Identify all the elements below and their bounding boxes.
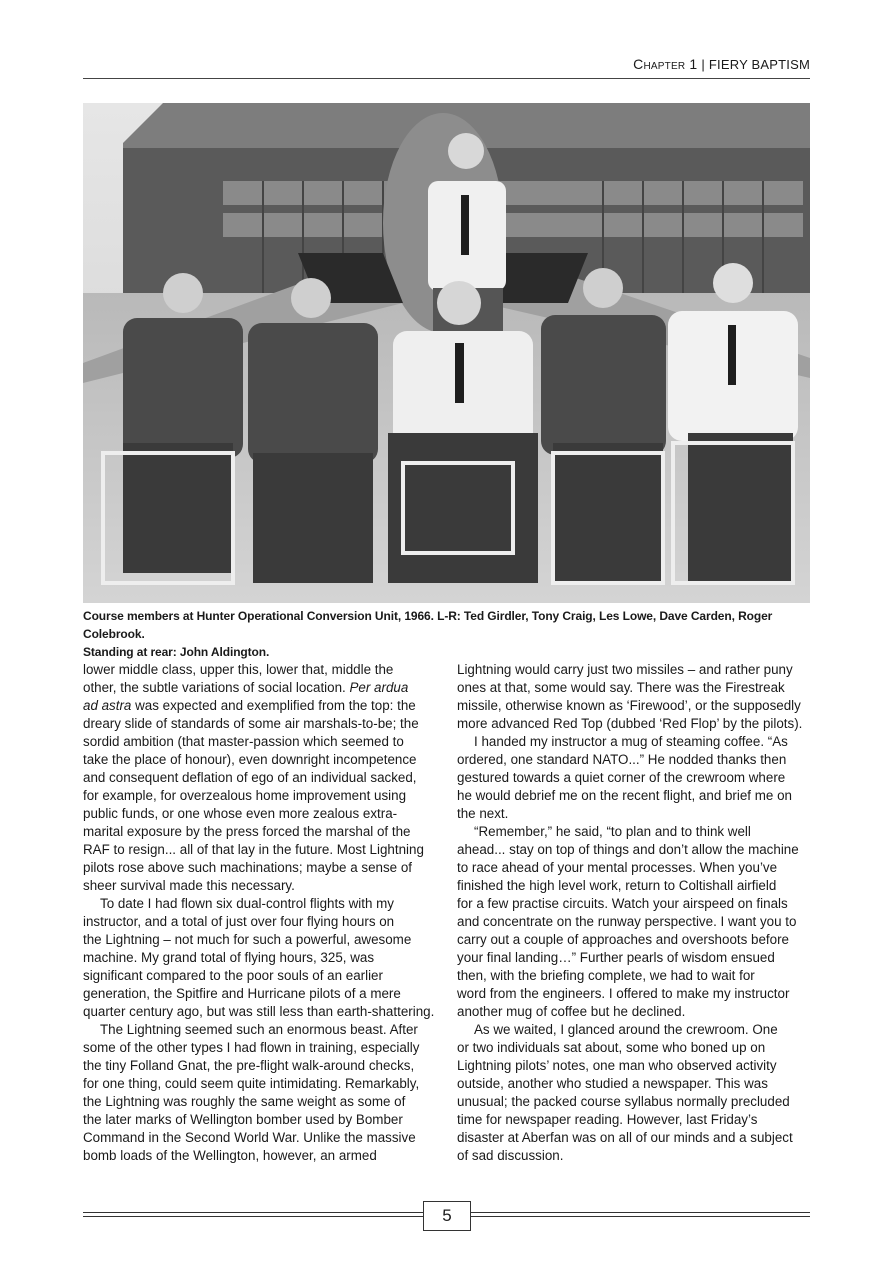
text-line: more advanced Red Top (dubbed ‘Red Flop’ by the pilots).	[457, 716, 803, 731]
text-line: unusual; the packed course syllabus normally precluded	[457, 1094, 790, 1109]
text-line: Lightning pilots’ notes, one man who observed activity	[457, 1058, 777, 1073]
header-separator: |	[701, 57, 705, 72]
text-line: carry out a couple of approaches and overshoots before	[457, 932, 790, 947]
text-line: machine. My grand total of flying hours, 325, was	[83, 950, 375, 965]
photo-caption	[83, 607, 813, 661]
text-line: Command in the Second World War. Unlike the massive	[83, 1130, 416, 1145]
text-line: quarter century ago, but was still less than earth-shattering.	[83, 1004, 435, 1019]
text-line: time for newspaper reading. However, last Friday’s	[457, 1112, 758, 1127]
text-line: take the place of honour), even downright incompetence	[83, 752, 417, 767]
text-line: word from the engineers. I offered to make my instructor	[457, 986, 790, 1001]
text-line: some of the other types I had flown in training, especially	[83, 1040, 420, 1055]
text-line: finished the high level work, return to Coltishall airfield	[457, 878, 777, 893]
text-line: I handed my instructor a mug of steaming coffee. “As	[474, 734, 788, 749]
page-number: 5	[423, 1201, 471, 1231]
footer-rule-right-2	[470, 1216, 810, 1217]
chapter-title: FIERY BAPTISM	[708, 57, 810, 72]
text-line: the later marks of Wellington bomber used by Bomber	[83, 1112, 403, 1127]
footer-rule-right	[470, 1212, 810, 1213]
text-line: gestured towards a quiet corner of the crewroom where	[457, 770, 786, 785]
text-line: The Lightning seemed such an enormous beast. After	[100, 1022, 418, 1037]
text-line: ones at that, some would say. There was the Firestreak	[457, 680, 785, 695]
caption-line-2: Standing at rear: John Aldington.	[83, 645, 270, 659]
text-line: he would debrief me on the recent flight, and brief me on	[457, 788, 792, 803]
text-line: the next.	[457, 806, 509, 821]
text-line: and consequent deflation of ego of an individual sacked,	[83, 770, 417, 785]
text-line: other, the subtle variations of social location. Per ardua	[83, 680, 409, 695]
text-line: disaster at Aberfan was on all of our minds and a subject	[457, 1130, 793, 1145]
text-line: “Remember,” he said, “to plan and to think well	[474, 824, 751, 839]
text-line: RAF to resign... all of that lay in the future. Most Lightning	[83, 842, 424, 857]
text-line: another mug of coffee but he declined.	[457, 1004, 686, 1019]
text-line: ad astra was expected and exemplified from the top: the	[83, 698, 416, 713]
text-line: dreary slide of standards of some air marshals-to-be; the	[83, 716, 419, 731]
text-line: public funds, or one whose even more zealous extra-	[83, 806, 398, 821]
text-line: lower middle class, upper this, lower that, middle the	[83, 662, 394, 677]
footer-rule-left	[83, 1212, 423, 1213]
text-line: ordered, one standard NATO...” He nodded thanks then	[457, 752, 787, 767]
right-text-column	[457, 661, 813, 1165]
text-line: As we waited, I glanced around the crewroom. One	[474, 1022, 778, 1037]
text-line: the Lightning – not much for such a powerful, awesome	[83, 932, 412, 947]
text-line: for example, for overzealous home improvement using	[83, 788, 407, 803]
text-line: for one thing, could seem quite intimidating. Remarkably,	[83, 1076, 420, 1091]
text-line: To date I had flown six dual-control flights with my	[100, 896, 394, 911]
text-line: Lightning would carry just two missiles – and rather puny	[457, 662, 793, 677]
text-line: to race ahead of your mental processes. When you’ve	[457, 860, 778, 875]
text-line: your final landing…” Further pearls of wisdom ensued	[457, 950, 775, 965]
footer-rule-left-2	[83, 1216, 423, 1217]
caption-line-1: Course members at Hunter Operational Conversion Unit, 1966. L-R: Ted Girdler, Tony Craig, Les Lowe, Dave Carden, Roger Colebrook.	[83, 609, 773, 641]
text-line: or two individuals sat about, some who boned up on	[457, 1040, 766, 1055]
text-line: of sad discussion.	[457, 1148, 564, 1163]
chapter-number: Chapter 1	[633, 56, 698, 72]
text-line: marital exposure by the press forced the marshal of the	[83, 824, 411, 839]
text-line: generation, the Spitfire and Hurricane pilots of a mere	[83, 986, 401, 1001]
text-line: for a few practise circuits. Watch your airspeed on finals	[457, 896, 788, 911]
text-line: then, with the briefing complete, we had to wait for	[457, 968, 755, 983]
group-photo	[83, 103, 810, 603]
text-line: pilots rose above such machinations; maybe a sense of	[83, 860, 412, 875]
text-line: missile, otherwise known as ‘Firewood’, or the supposedly	[457, 698, 801, 713]
header-rule	[83, 78, 810, 79]
text-line: instructor, and a total of just over four flying hours on	[83, 914, 395, 929]
text-line: and concentrate on the runway perspective. I want you to	[457, 914, 797, 929]
text-line: sordid ambition (that master-passion which seemed to	[83, 734, 404, 749]
text-line: sheer survival made this necessary.	[83, 878, 295, 893]
text-line: significant compared to the poor souls of an earlier	[83, 968, 383, 983]
text-line: the Lightning was roughly the same weight as some of	[83, 1094, 406, 1109]
text-line: bomb loads of the Wellington, however, an armed	[83, 1148, 377, 1163]
left-text-column	[83, 661, 437, 1165]
text-line: outside, another who studied a newspaper. This was	[457, 1076, 768, 1091]
running-header	[83, 56, 810, 78]
text-line: the tiny Folland Gnat, the pre-flight walk-around checks,	[83, 1058, 415, 1073]
text-line: ahead... stay on top of things and don’t allow the machine	[457, 842, 799, 857]
